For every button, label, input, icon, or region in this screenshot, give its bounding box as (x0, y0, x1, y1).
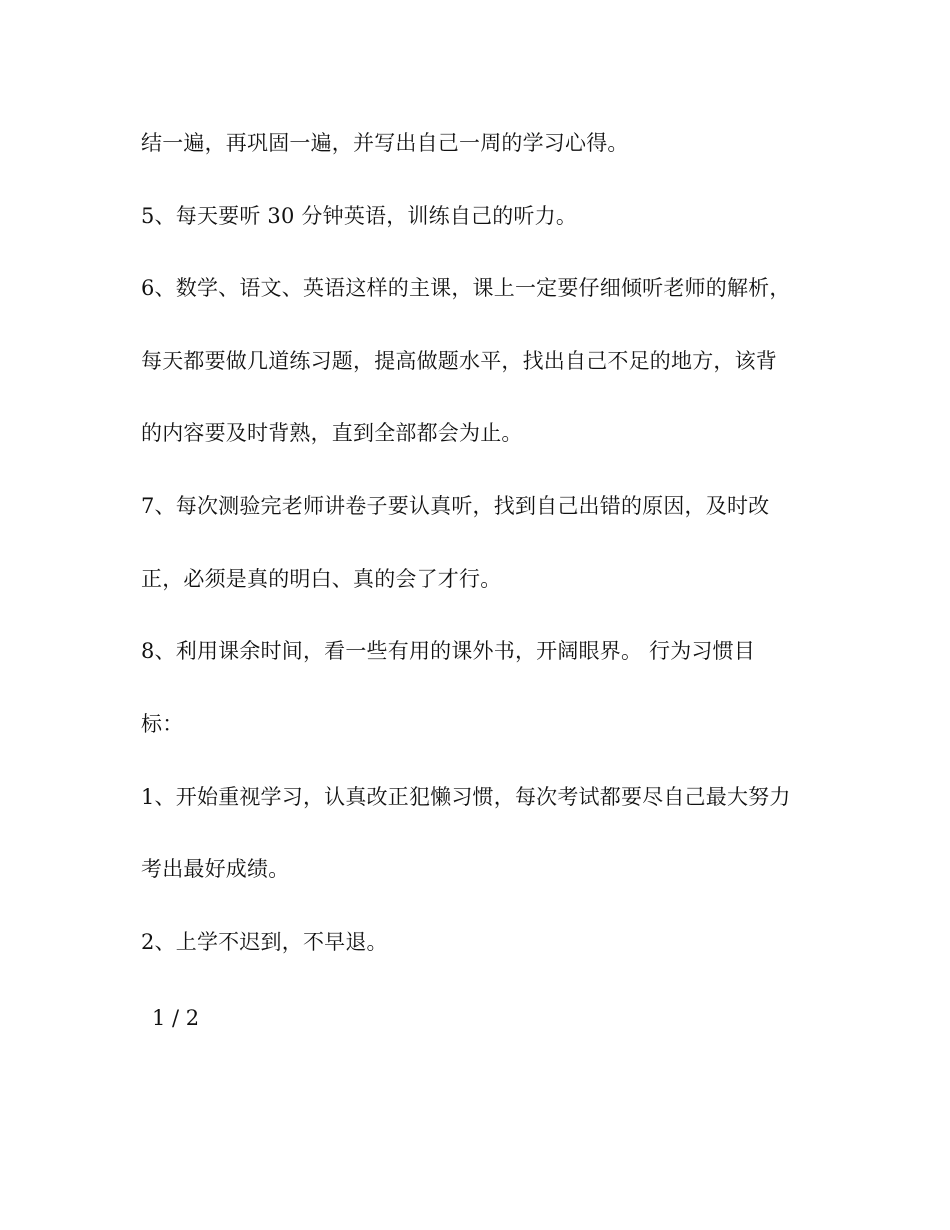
text-line: 2、上学不迟到，不早退。 (141, 930, 388, 954)
text-line: 1、开始重视学习，认真改正犯懒习惯，每次考试都要尽自己最大努力 (141, 785, 791, 809)
text-line: 的内容要及时背熟，直到全部都会为止。 (141, 421, 523, 445)
text-line: 每天都要做几道练习题，提高做题水平，找出自己不足的地方，该背 (141, 349, 777, 373)
page-number: 1 / 2 (152, 1006, 200, 1030)
text-line: 正，必须是真的明白、真的会了才行。 (141, 567, 502, 591)
text-line: 标： (141, 712, 184, 736)
text-line: 8、利用课余时间，看一些有用的课外书，开阔眼界。 行为习惯目 (141, 639, 756, 663)
text-line: 6、数学、语文、英语这样的主课，课上一定要仔细倾听老师的解析， (141, 276, 791, 300)
text-line: 5、每天要听 30 分钟英语，训练自己的听力。 (141, 204, 578, 228)
text-line: 7、每次测验完老师讲卷子要认真听，找到自己出错的原因，及时改 (141, 494, 770, 518)
text-line: 考出最好成绩。 (141, 857, 290, 881)
text-line: 结一遍，再巩固一遍，并写出自己一周的学习心得。 (141, 131, 629, 155)
